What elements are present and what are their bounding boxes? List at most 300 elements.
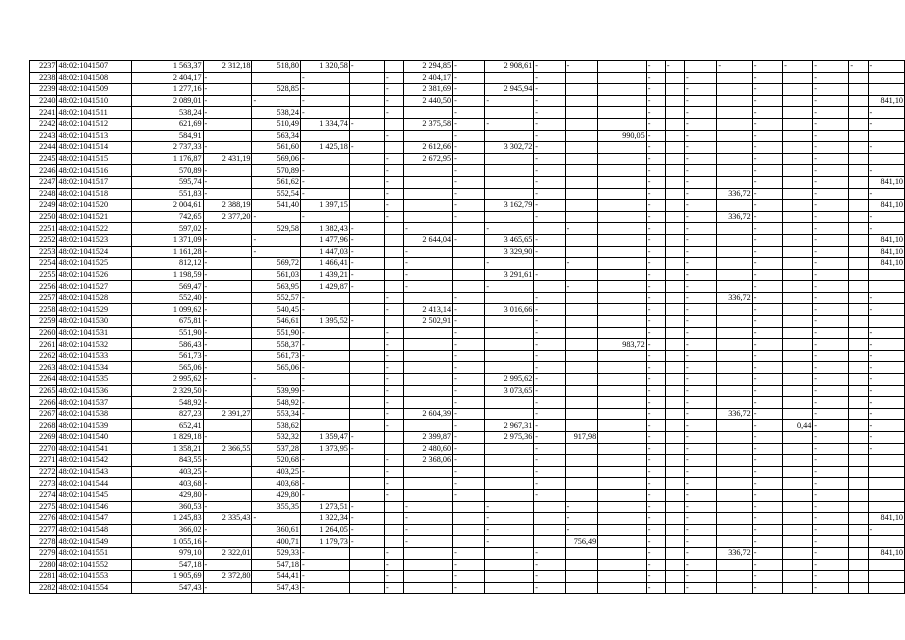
value-cell: - (252, 234, 301, 246)
row-number-cell: 2265 (30, 385, 57, 397)
table-row (30, 84, 905, 96)
value-cell: - (752, 362, 782, 374)
value-cell (665, 316, 684, 328)
value-cell: - (685, 316, 717, 328)
value-cell: - (752, 281, 782, 293)
value-cell: - (868, 304, 904, 316)
value-cell: - (813, 223, 849, 235)
value-cell: - (646, 304, 665, 316)
value-cell: - (203, 455, 252, 467)
value-cell: - (349, 269, 384, 281)
value-cell (783, 385, 813, 397)
value-cell: 2 413,14 (404, 304, 453, 316)
value-cell: - (534, 234, 565, 246)
value-cell (252, 72, 301, 84)
value-cell: 2 644,04 (404, 234, 453, 246)
value-cell: - (453, 559, 485, 571)
value-cell: - (646, 95, 665, 107)
value-cell: 841,10 (868, 246, 904, 258)
value-cell: 529,58 (252, 223, 301, 235)
value-cell (717, 524, 752, 536)
value-cell (565, 165, 598, 177)
value-cell: - (300, 72, 349, 84)
value-cell: - (534, 432, 565, 444)
value-cell: - (813, 211, 849, 223)
value-cell: - (453, 95, 485, 107)
value-cell: - (385, 200, 404, 212)
value-cell: - (868, 118, 904, 130)
value-cell: - (646, 536, 665, 548)
value-cell: - (646, 165, 665, 177)
value-cell: 539,99 (252, 385, 301, 397)
value-cell: - (534, 316, 565, 328)
value-cell (385, 281, 404, 293)
value-cell: 551,90 (132, 327, 203, 339)
value-cell: - (203, 246, 252, 258)
row-number-cell: 2281 (30, 571, 57, 583)
cadastral-number-cell: 48:02:1041553 (57, 571, 132, 583)
row-number-cell: 2276 (30, 513, 57, 525)
table-row (30, 304, 905, 316)
value-cell: - (453, 374, 485, 386)
value-cell: - (485, 501, 534, 513)
value-cell: - (813, 107, 849, 119)
value-cell (665, 72, 684, 84)
value-cell: - (813, 350, 849, 362)
value-cell: - (453, 420, 485, 432)
table-row (30, 61, 905, 73)
value-cell: - (385, 72, 404, 84)
value-cell (598, 397, 647, 409)
value-cell: 584,91 (132, 130, 203, 142)
value-cell: - (203, 84, 252, 96)
row-number-cell: 2251 (30, 223, 57, 235)
value-cell: 621,69 (132, 118, 203, 130)
value-cell: - (534, 582, 565, 594)
value-cell (404, 420, 453, 432)
value-cell: 2 995,62 (485, 374, 534, 386)
value-cell: - (349, 223, 384, 235)
value-cell: - (646, 200, 665, 212)
value-cell: - (385, 188, 404, 200)
value-cell (598, 362, 647, 374)
value-cell (717, 385, 752, 397)
value-cell (783, 432, 813, 444)
value-cell: - (385, 420, 404, 432)
value-cell: - (752, 188, 782, 200)
row-number-cell: 2248 (30, 188, 57, 200)
value-cell (665, 107, 684, 119)
value-cell: 1 245,83 (132, 513, 203, 525)
table-row (30, 513, 905, 525)
value-cell: 3 016,66 (485, 304, 534, 316)
row-number-cell: 2244 (30, 142, 57, 154)
value-cell (665, 200, 684, 212)
value-cell: 1 477,96 (300, 234, 349, 246)
table-row (30, 142, 905, 154)
value-cell: 595,74 (132, 176, 203, 188)
cadastral-number-cell: 48:02:1041542 (57, 455, 132, 467)
value-cell: - (685, 234, 717, 246)
value-cell (565, 211, 598, 223)
value-cell (783, 501, 813, 513)
value-cell: - (752, 350, 782, 362)
value-cell: - (453, 455, 485, 467)
value-cell: - (813, 339, 849, 351)
value-cell: - (646, 316, 665, 328)
value-cell (783, 362, 813, 374)
value-cell: 827,23 (132, 408, 203, 420)
value-cell: - (813, 142, 849, 154)
value-cell: - (453, 408, 485, 420)
value-cell: - (300, 292, 349, 304)
value-cell: - (813, 165, 849, 177)
value-cell (849, 188, 868, 200)
value-cell: - (453, 234, 485, 246)
cadastral-number-cell: 48:02:1041516 (57, 165, 132, 177)
value-cell (453, 269, 485, 281)
value-cell: - (685, 211, 717, 223)
value-cell (485, 350, 534, 362)
value-cell: - (534, 61, 565, 73)
value-cell (849, 559, 868, 571)
value-cell: - (813, 258, 849, 270)
cadastral-number-cell: 48:02:1041533 (57, 350, 132, 362)
value-cell (717, 72, 752, 84)
value-cell (665, 304, 684, 316)
value-cell: - (813, 582, 849, 594)
value-cell: - (534, 489, 565, 501)
value-cell: - (203, 316, 252, 328)
value-cell: 2 431,19 (203, 153, 252, 165)
cadastral-number-cell: 48:02:1041531 (57, 327, 132, 339)
value-cell: - (685, 246, 717, 258)
value-cell: - (385, 397, 404, 409)
value-cell: - (752, 176, 782, 188)
value-cell (349, 292, 384, 304)
value-cell: - (813, 153, 849, 165)
row-number-cell: 2252 (30, 234, 57, 246)
value-cell: - (685, 95, 717, 107)
value-cell: 538,62 (252, 420, 301, 432)
value-cell: - (453, 292, 485, 304)
value-cell: - (868, 374, 904, 386)
value-cell (385, 316, 404, 328)
value-cell: - (685, 258, 717, 270)
value-cell (349, 327, 384, 339)
value-cell: 1 264,05 (300, 524, 349, 536)
value-cell (349, 72, 384, 84)
value-cell: - (646, 107, 665, 119)
value-cell (349, 489, 384, 501)
value-cell: 675,81 (132, 316, 203, 328)
value-cell: - (813, 397, 849, 409)
value-cell (665, 501, 684, 513)
value-cell: - (685, 200, 717, 212)
cadastral-number-cell: 48:02:1041532 (57, 339, 132, 351)
row-number-cell: 2256 (30, 281, 57, 293)
value-cell: - (300, 153, 349, 165)
value-cell (385, 142, 404, 154)
value-cell: - (203, 559, 252, 571)
value-cell: - (646, 513, 665, 525)
value-cell: - (203, 304, 252, 316)
table-row (30, 559, 905, 571)
value-cell (783, 84, 813, 96)
value-cell: - (868, 397, 904, 409)
value-cell (717, 316, 752, 328)
table-row (30, 292, 905, 304)
value-cell: - (646, 130, 665, 142)
value-cell: - (868, 223, 904, 235)
value-cell: - (485, 513, 534, 525)
value-cell (404, 571, 453, 583)
value-cell (849, 130, 868, 142)
value-cell: - (534, 408, 565, 420)
value-cell: - (534, 269, 565, 281)
value-cell (598, 547, 647, 559)
cadastral-number-cell: 48:02:1041507 (57, 61, 132, 73)
value-cell: - (868, 142, 904, 154)
value-cell: - (752, 223, 782, 235)
value-cell: 547,43 (132, 582, 203, 594)
cadastral-number-cell: 48:02:1041539 (57, 420, 132, 432)
value-cell (598, 350, 647, 362)
value-cell: - (752, 211, 782, 223)
value-cell: - (752, 489, 782, 501)
value-cell (665, 269, 684, 281)
value-cell (565, 84, 598, 96)
value-cell: - (685, 165, 717, 177)
value-cell (849, 234, 868, 246)
value-cell: - (453, 362, 485, 374)
value-cell: 546,61 (252, 316, 301, 328)
value-cell (385, 118, 404, 130)
value-cell (385, 536, 404, 548)
value-cell: 1 371,09 (132, 234, 203, 246)
value-cell: - (349, 536, 384, 548)
value-cell: - (453, 211, 485, 223)
value-cell: - (646, 176, 665, 188)
value-cell: - (300, 478, 349, 490)
value-cell (849, 176, 868, 188)
value-cell: - (534, 374, 565, 386)
value-cell (783, 269, 813, 281)
table-row (30, 118, 905, 130)
value-cell (404, 582, 453, 594)
row-number-cell: 2270 (30, 443, 57, 455)
value-cell (534, 536, 565, 548)
value-cell (717, 443, 752, 455)
value-cell (453, 513, 485, 525)
row-number-cell: 2247 (30, 176, 57, 188)
value-cell: 553,34 (252, 408, 301, 420)
value-cell (685, 61, 717, 73)
value-cell (868, 501, 904, 513)
value-cell (485, 153, 534, 165)
value-cell (485, 292, 534, 304)
value-cell: - (685, 362, 717, 374)
value-cell: - (752, 118, 782, 130)
value-cell: - (252, 246, 301, 258)
value-cell (665, 524, 684, 536)
value-cell (717, 234, 752, 246)
row-number-cell: 2258 (30, 304, 57, 316)
value-cell (717, 165, 752, 177)
row-number-cell: 2268 (30, 420, 57, 432)
value-cell (783, 489, 813, 501)
value-cell: 510,49 (252, 118, 301, 130)
value-cell (485, 72, 534, 84)
value-cell: - (534, 339, 565, 351)
cadastral-number-cell: 48:02:1041551 (57, 547, 132, 559)
value-cell (849, 432, 868, 444)
value-cell: - (453, 327, 485, 339)
value-cell (665, 466, 684, 478)
value-cell: 1 439,21 (300, 269, 349, 281)
value-cell: - (203, 176, 252, 188)
value-cell (665, 281, 684, 293)
value-cell (534, 501, 565, 513)
value-cell (598, 292, 647, 304)
value-cell: - (752, 559, 782, 571)
value-cell: - (813, 188, 849, 200)
value-cell (598, 246, 647, 258)
value-cell (598, 118, 647, 130)
value-cell (783, 455, 813, 467)
value-cell (783, 153, 813, 165)
value-cell: - (813, 246, 849, 258)
value-cell: 841,10 (868, 234, 904, 246)
value-cell: - (300, 327, 349, 339)
value-cell (349, 408, 384, 420)
value-cell (404, 188, 453, 200)
value-cell (534, 223, 565, 235)
value-cell (665, 188, 684, 200)
value-cell (717, 420, 752, 432)
value-cell: - (646, 408, 665, 420)
value-cell: - (813, 466, 849, 478)
value-cell (598, 200, 647, 212)
value-cell (665, 385, 684, 397)
value-cell (868, 466, 904, 478)
value-cell (665, 455, 684, 467)
value-cell: - (868, 165, 904, 177)
value-cell (717, 397, 752, 409)
value-cell: - (385, 107, 404, 119)
value-cell: - (813, 362, 849, 374)
value-cell: 336,72 (717, 211, 752, 223)
value-cell (349, 559, 384, 571)
value-cell (349, 211, 384, 223)
value-cell: - (300, 165, 349, 177)
value-cell: - (534, 350, 565, 362)
value-cell (598, 211, 647, 223)
value-cell: 1 176,87 (132, 153, 203, 165)
value-cell: 1 277,16 (132, 84, 203, 96)
table-row (30, 316, 905, 328)
value-cell: - (252, 95, 301, 107)
value-cell: - (300, 466, 349, 478)
value-cell (665, 432, 684, 444)
value-cell (565, 466, 598, 478)
value-cell: - (453, 84, 485, 96)
value-cell (868, 72, 904, 84)
value-cell: - (385, 408, 404, 420)
row-number-cell: 2267 (30, 408, 57, 420)
value-cell (717, 142, 752, 154)
value-cell: - (534, 466, 565, 478)
value-cell: 2 967,31 (485, 420, 534, 432)
value-cell: - (685, 153, 717, 165)
value-cell: - (385, 478, 404, 490)
value-cell: - (534, 165, 565, 177)
value-cell: - (752, 165, 782, 177)
value-cell: - (534, 176, 565, 188)
value-cell (598, 524, 647, 536)
value-cell (534, 513, 565, 525)
value-cell: - (349, 142, 384, 154)
value-cell (849, 536, 868, 548)
table-row (30, 374, 905, 386)
value-cell (203, 420, 252, 432)
value-cell: - (300, 107, 349, 119)
value-cell: - (685, 455, 717, 467)
value-cell: - (752, 420, 782, 432)
value-cell: - (646, 478, 665, 490)
value-cell (849, 223, 868, 235)
value-cell: - (685, 536, 717, 548)
value-cell: - (453, 478, 485, 490)
value-cell (665, 362, 684, 374)
table-row (30, 536, 905, 548)
value-cell: - (349, 501, 384, 513)
value-cell (868, 281, 904, 293)
value-cell: - (203, 478, 252, 490)
value-cell (717, 281, 752, 293)
value-cell: - (813, 200, 849, 212)
value-cell (665, 176, 684, 188)
value-cell: - (717, 61, 752, 73)
value-cell: - (752, 582, 782, 594)
value-cell (300, 420, 349, 432)
value-cell (849, 571, 868, 583)
table-row (30, 95, 905, 107)
row-number-cell: 2271 (30, 455, 57, 467)
table-row (30, 165, 905, 177)
cadastral-number-cell: 48:02:1041515 (57, 153, 132, 165)
value-cell: - (453, 339, 485, 351)
value-cell (349, 200, 384, 212)
value-cell: - (203, 536, 252, 548)
value-cell: 1 395,52 (300, 316, 349, 328)
cadastral-number-cell: 48:02:1041514 (57, 142, 132, 154)
value-cell (783, 466, 813, 478)
value-cell (385, 432, 404, 444)
value-cell (485, 443, 534, 455)
value-cell (565, 362, 598, 374)
value-cell: - (385, 571, 404, 583)
value-cell (783, 327, 813, 339)
value-cell (485, 571, 534, 583)
value-cell: 563,34 (252, 130, 301, 142)
value-cell (783, 107, 813, 119)
value-cell: 2 604,39 (404, 408, 453, 420)
value-cell (717, 269, 752, 281)
value-cell: - (685, 118, 717, 130)
table-row (30, 489, 905, 501)
value-cell (717, 258, 752, 270)
